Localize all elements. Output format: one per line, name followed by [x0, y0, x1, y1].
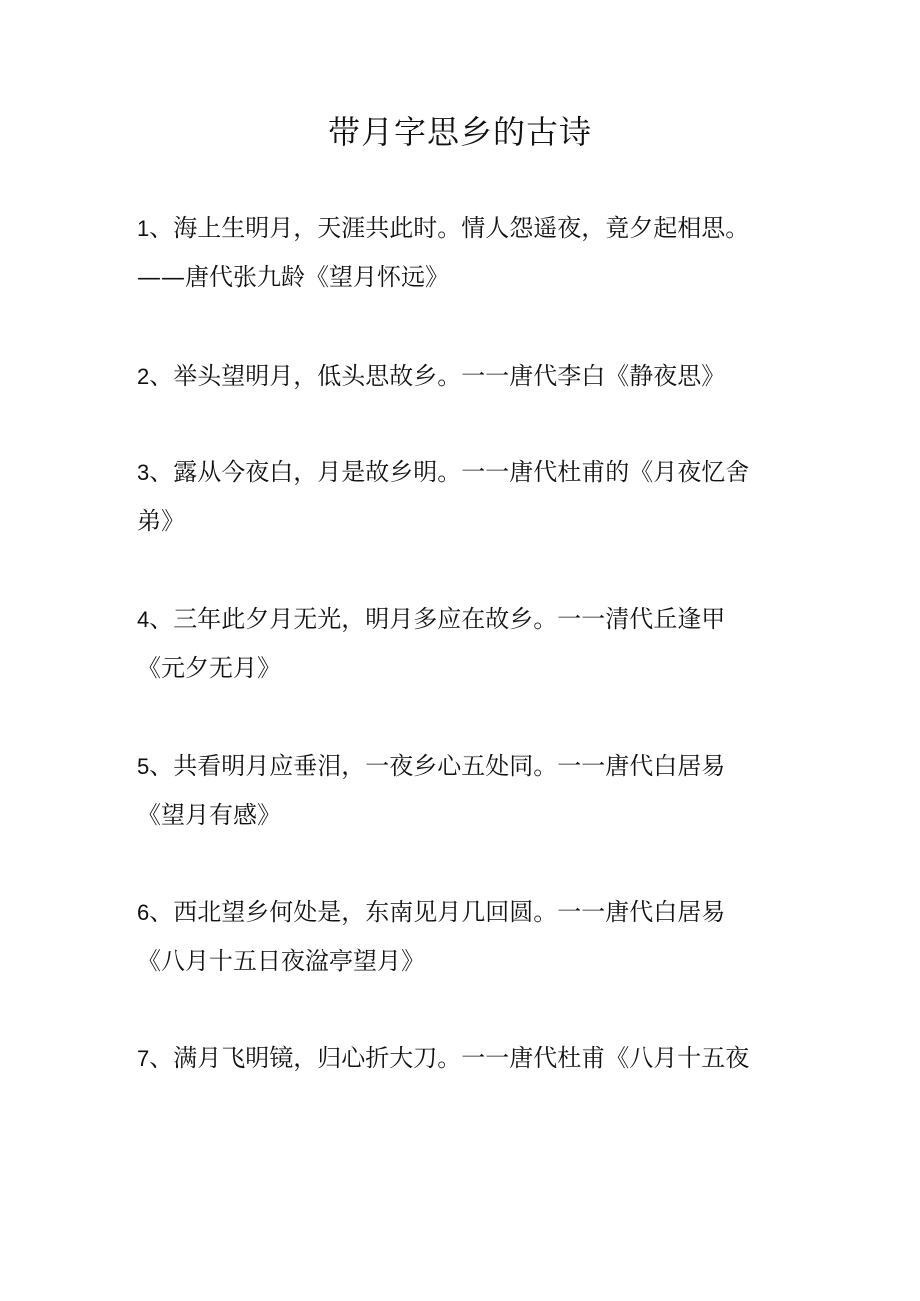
poem-source: 《望月有感》: [137, 801, 281, 829]
poem-number: 4: [137, 607, 150, 632]
poem-number: 3: [137, 460, 150, 485]
poem-source: 弟》: [137, 507, 185, 535]
poem-text: 、露从今夜白，月是故乡明。一一唐代杜甫的《月夜忆舍: [149, 458, 750, 486]
poem-line: [137, 888, 777, 937]
poem-item: [137, 1034, 777, 1083]
poem-source: 《元夕无月》: [137, 654, 281, 682]
poem-item: [137, 352, 777, 401]
poem-number: 1: [137, 216, 150, 241]
poem-number: 6: [137, 900, 150, 925]
poem-text: 、满月飞明镜，归心折大刀。一一唐代杜甫《八月十五夜: [149, 1044, 750, 1072]
page-title: 带月字思乡的古诗: [327, 113, 592, 151]
poem-item: [137, 595, 777, 692]
poem-line: [137, 352, 777, 401]
poem-source: ——唐代张九龄《望月怀远》: [137, 263, 449, 291]
poem-text: 、举头望明月，低头思故乡。一一唐代李白《静夜思》: [149, 362, 726, 390]
poem-number: 2: [137, 364, 150, 389]
poem-item: [137, 742, 777, 839]
poem-item: [137, 448, 777, 545]
poem-source: 《八月十五日夜湓亭望月》: [137, 947, 425, 975]
poem-line: [137, 1034, 777, 1083]
poem-text: 、西北望乡何处是，东南见月几回圆。一一唐代白居易: [149, 898, 726, 926]
poem-number: 5: [137, 754, 150, 779]
poem-line: [137, 742, 777, 791]
poem-line: [137, 204, 777, 253]
poem-line: [137, 595, 777, 644]
poem-number: 7: [137, 1046, 150, 1071]
poem-item: [137, 204, 777, 301]
poem-item: [137, 888, 777, 985]
poem-line: [137, 448, 777, 497]
poem-text: 、共看明月应垂泪，一夜乡心五处同。一一唐代白居易: [149, 752, 726, 780]
poem-text: 、三年此夕月无光，明月多应在故乡。一一清代丘逢甲: [149, 605, 726, 633]
poem-text: 、海上生明月，天涯共此时。情人怨遥夜，竟夕起相思。: [149, 214, 750, 242]
